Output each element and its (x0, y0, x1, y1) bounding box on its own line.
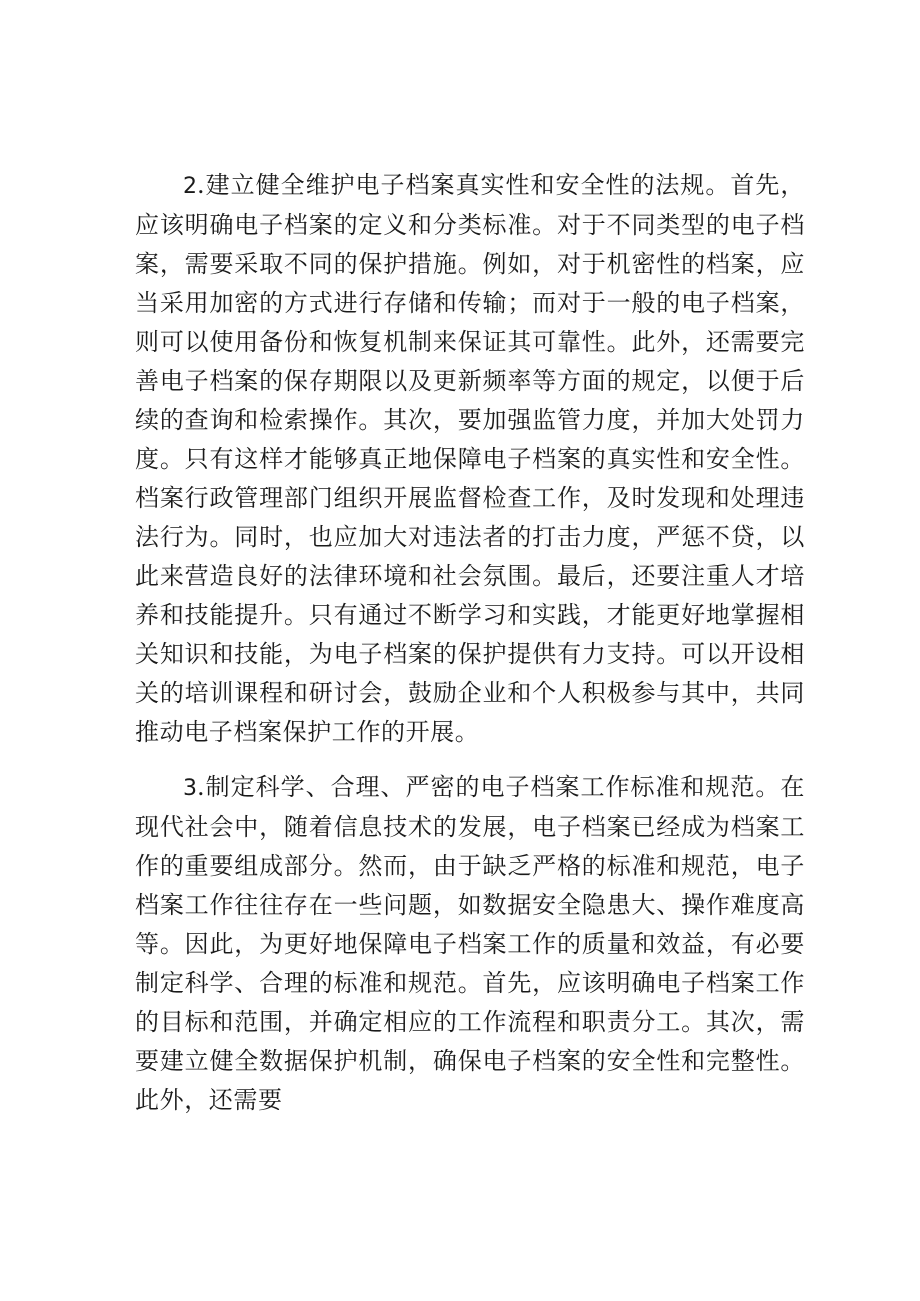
paragraph-text: .建立健全维护电子档案真实性和安全性的法规。首先，应该明确电子档案的定义和分类标准。对于不同类型的电子档案，需要采取不同的保护措施。例如，对于机密性的档案，应当采用加密的方式进行存储和传输；而对于一般的电子档案，则可以使用备份和恢复机制来保证其可靠性。此外，还需要完善电子档案的保存期限以及更新频率等方面的规定，以便于后续的查询和检索操作。其次，要加强监管力度，并加大处罚力度。只有这样才能够真正地保障电子档案的真实性和安全性。档案行政管理部门组织开展监督检查工作，及时发现和处理违法行为。同时，也应加大对违法者的打击力度，严惩不贷，以此来营造良好的法律环境和社会氛围。最后，还要注重人才培养和技能提升。只有通过不断学习和实践，才能更好地掌握相关知识和技能，为电子档案的保护提供有力支持。可以开设相关的培训课程和研讨会，鼓励企业和个人积极参与其中，共同推动电子档案保护工作的开展。 (135, 171, 805, 746)
document-body (135, 166, 805, 1120)
paragraph-number: 2 (183, 174, 197, 199)
paragraph-number: 3 (183, 776, 197, 801)
paragraph-3 (135, 768, 805, 1120)
paragraph-2 (135, 166, 805, 752)
paragraph-text: .制定科学、合理、严密的电子档案工作标准和规范。在现代社会中，随着信息技术的发展，电子档案已经成为档案工作的重要组成部分。然而，由于缺乏严格的标准和规范，电子档案工作往往存在一些问题，如数据安全隐患大、操作难度高等。因此，为更好地保障电子档案工作的质量和效益，有必要制定科学、合理的标准和规范。首先，应该明确电子档案工作的目标和范围，并确定相应的工作流程和职责分工。其次，需要建立健全数据保护机制，确保电子档案的安全性和完整性。此外，还需要 (135, 773, 805, 1114)
